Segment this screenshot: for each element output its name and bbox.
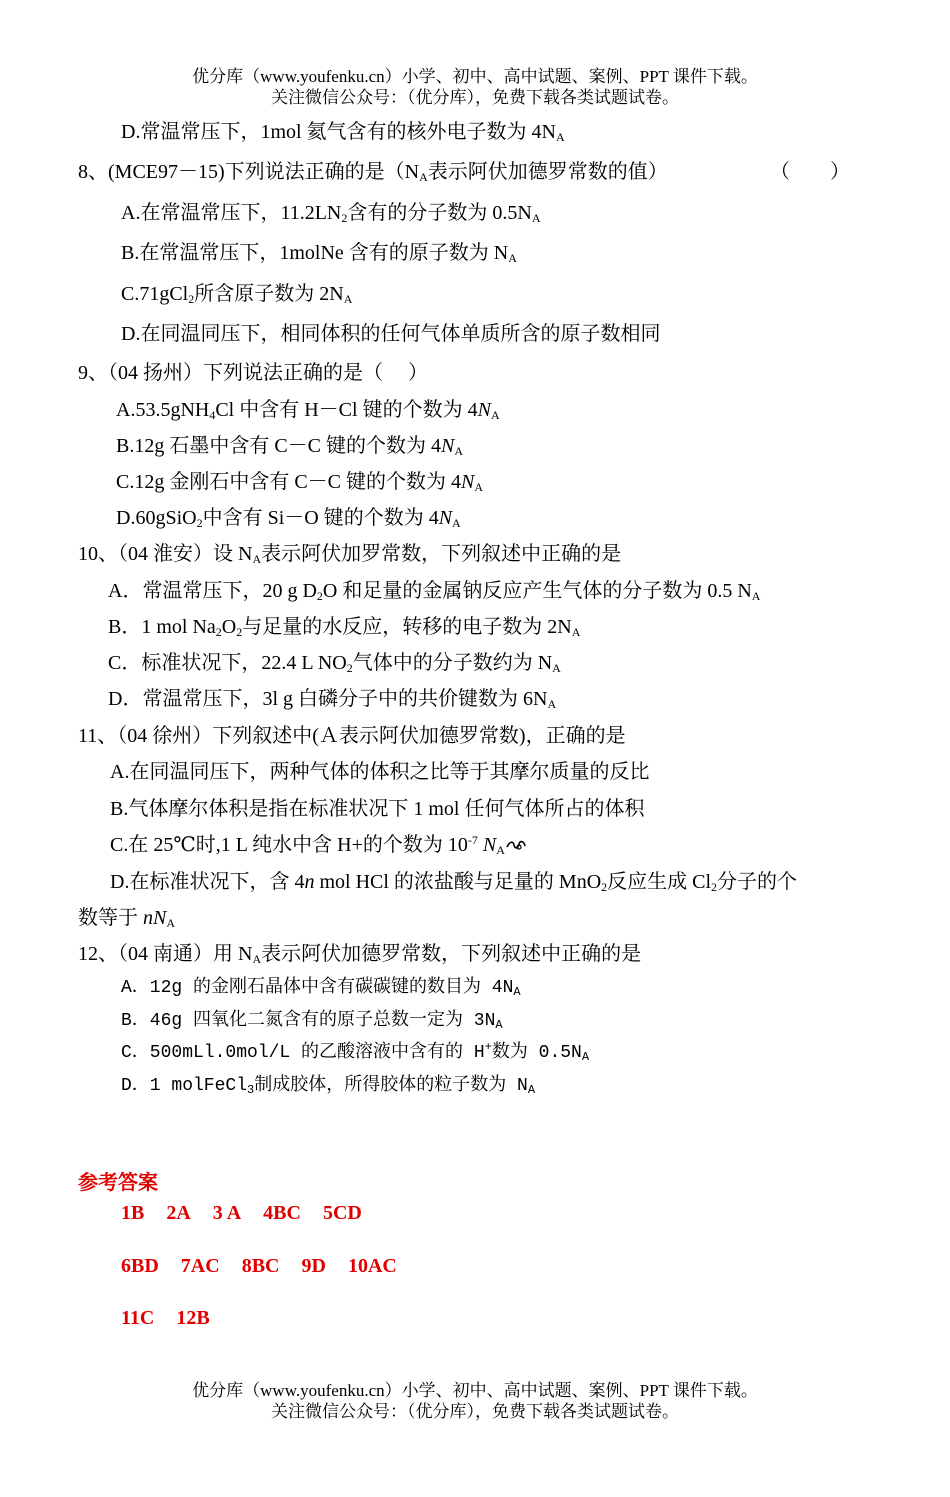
answer-item: 9D [301,1255,326,1277]
q10-option-c: C．标准状况下，22.4 L $NO_2$气体中的分子数约为 $N_A$ [108,652,561,675]
answer-item: 8BC [241,1255,280,1277]
q8-option-a: A.在常温常压下，$11.2LN_2$含有的分子数为 $0.5N_A$ [121,202,541,225]
q10-stem: 10、（04 淮安）设 $N_A$表示阿伏加罗常数，下列叙述中正确的是 [78,543,622,566]
page-header-line1: 优分库（www.youfenku.cn）小学、初中、高中试题、案例、PPT 课件下载。 [192,67,758,86]
q9-option-d: D.60gSiO$_2$中含有 Si－O 键的个数为 $4N_A$ [116,507,461,530]
q11-option-a: A.在同温同压下，两种气体的体积之比等于其摩尔质量的反比 [110,761,650,783]
q10-option-a: A．常温常压下，20 g $D_2O$ 和足量的金属钠反应产生气体的分子数为 0.5 $N_A$ [108,580,761,603]
q10-option-b: B．1 mol $Na_2O_2$与足量的水反应，转移的电子数为 $2N_A$ [108,616,581,639]
q12-option-b: B．46g 四氧化二氮含有的原子总数一定为 $3N_A$ [121,1011,503,1032]
answers-row-1 [121,1202,362,1225]
q8-stem: 8、(MCE97－15)下列说法正确的是（$N_A$表示阿伏加德罗常数的值） [78,161,668,184]
page-header-line2: 关注微信公众号：（优分库），免费下载各类试题试卷。 [271,88,679,107]
q10-option-d: D．常温常压下，3l g 白磷分子中的共价键数为 $6N_A$ [108,688,557,711]
answers-row-2 [121,1255,397,1278]
scribble-icon [506,838,526,852]
q11-option-d-continued: 数等于 $nN_A$ [78,907,176,930]
answer-item: 3 A [212,1202,242,1224]
answer-item: 5CD [322,1202,362,1224]
answer-item: 11C [121,1307,155,1329]
q8-option-c: C.71gCl$_2$所含原子数为 $2N_A$ [121,283,353,306]
q9-option-a: A.53.5gNH$_4$Cl 中含有 H－Cl 键的个数为 $4N_A$ [116,399,500,422]
page-footer-line1: 优分库（www.youfenku.cn）小学、初中、高中试题、案例、PPT 课件下载。 [192,1381,758,1400]
answer-item: 2A [166,1202,191,1224]
q12-option-a: A．12g 的金刚石晶体中含有碳碳键的数目为 $4N_A$ [121,978,521,999]
q11-option-c: C.在 25℃时,1 L 纯水中含 H+的个数为 $10^{-7}$ $N_A$ [110,832,526,858]
q11-option-b: B.气体摩尔体积是指在标准状况下 1 mol 任何气体所占的体积 [110,798,645,820]
q11-stem: 11、（04 徐州）下列叙述中(Ａ表示阿伏加德罗常数)，正确的是 [78,725,626,747]
q8-option-d: D.在同温同压下，相同体积的任何气体单质所含的原子数相同 [121,323,661,345]
answers-title: 参考答案 [78,1172,158,1194]
q7-option-d: D.常温常压下，1mol 氦气含有的核外电子数为 $4N_A$ [121,121,565,144]
answer-item: 4BC [263,1202,301,1224]
q11-option-d: D.在标准状况下，含 4n mol HCl 的浓盐酸与足量的 MnO$_2$反应生成 $Cl_2$分子的个 [110,871,798,894]
answer-item: 10AC [347,1255,397,1277]
page-footer-line2: 关注微信公众号：（优分库），免费下载各类试题试卷。 [271,1402,679,1421]
answer-item: 12B [176,1307,210,1329]
answer-item: 7AC [180,1255,220,1277]
answers-row-3 [121,1307,210,1330]
answer-item: 1B [121,1202,145,1224]
q9-option-c: C.12g 金刚石中含有 C－C 键的个数为 $4N_A$ [116,471,484,494]
q12-option-c: C．500mLl.0mol/L 的乙酸溶液中含有的 H+数为 $0.5N_A$ [121,1040,590,1064]
q8-answer-paren: （ ） [770,161,850,183]
answer-item: 6BD [121,1255,159,1277]
q12-stem: 12、（04 南通）用 $N_A$表示阿伏加德罗常数，下列叙述中正确的是 [78,943,642,966]
q8-option-b: B.在常温常压下，1molNe 含有的原子数为 $N_A$ [121,242,517,265]
q9-option-b: B.12g 石墨中含有 C－C 键的个数为 $4N_A$ [116,435,464,458]
q12-option-d: D．1 molFeCl$_3$制成胶体，所得胶体的粒子数为 $N_A$ [121,1076,536,1097]
q9-stem: 9、（04 扬州）下列说法正确的是（ ） [78,362,428,384]
